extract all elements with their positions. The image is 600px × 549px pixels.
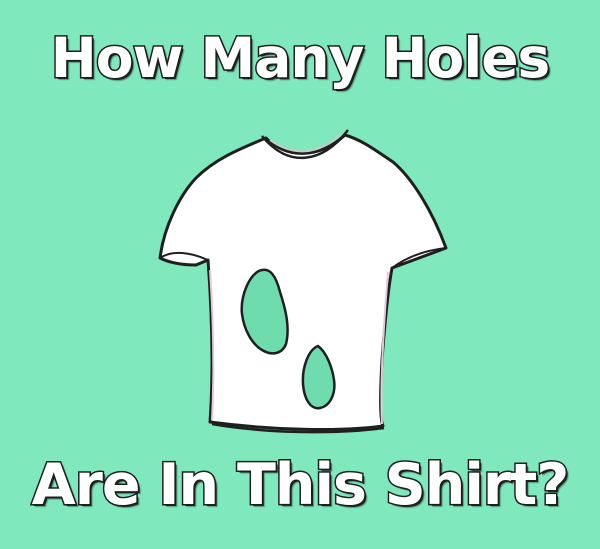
headline-top: How Many Holes	[50, 26, 550, 90]
headline-bottom: Are In This Shirt?	[31, 452, 569, 518]
